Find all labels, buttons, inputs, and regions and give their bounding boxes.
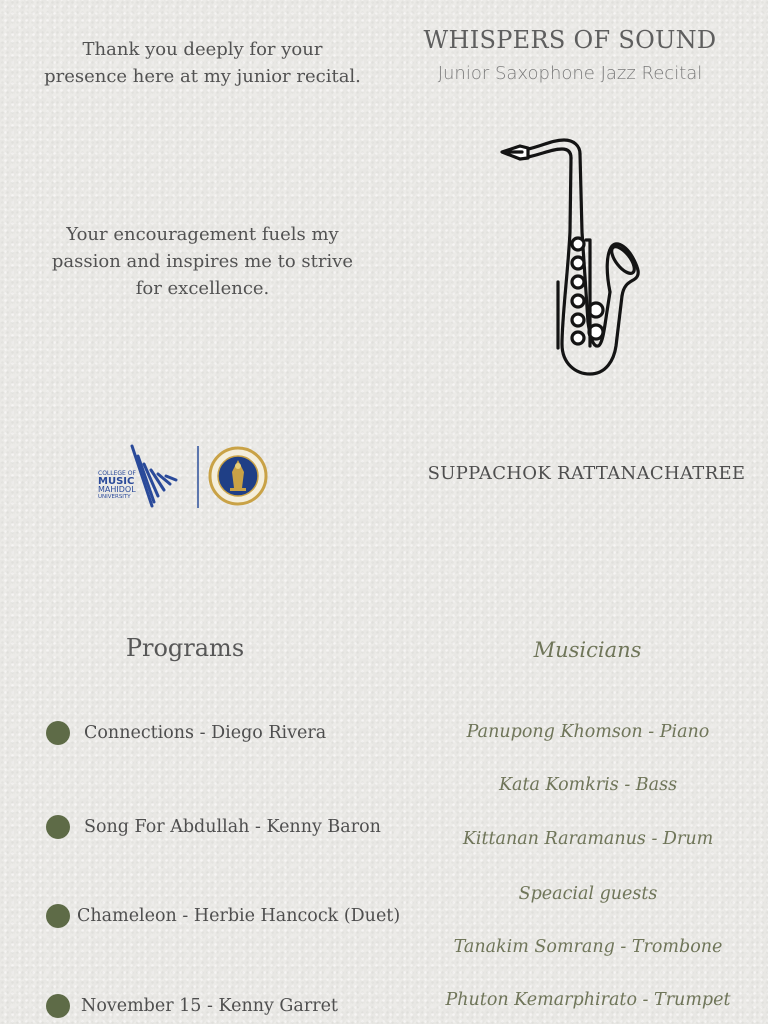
program-item (46, 904, 400, 928)
guest-entry: Phuton Kemarphirato - Trumpet (445, 990, 731, 1010)
musician-entry: Kata Komkris - Bass (498, 775, 678, 795)
music-wave-mark (132, 446, 176, 506)
recital-title: WHISPERS OF SOUND (423, 26, 717, 54)
logo-line-music: MUSIC (98, 476, 135, 487)
thank-you-message: Thank you deeply for your presence here at my junior recital. (44, 39, 361, 87)
program-title: November 15 - Kenny Garret (81, 996, 338, 1016)
musician-entry: Kittanan Raramanus - Drum (462, 829, 714, 849)
program-item (46, 721, 326, 745)
guest-entry: Tanakim Somrang - Trombone (453, 937, 723, 957)
special-guests-heading: Speacial guests (518, 884, 658, 904)
logo-line-college: COLLEGE OF (98, 470, 136, 477)
saxophone-icon (498, 132, 646, 382)
performer-name: SUPPACHOK RATTANACHATREE (427, 463, 746, 484)
encouragement-message: Your encouragement fuels my passion and inspires me to strive for excellence. (51, 224, 354, 299)
program-title: Chameleon - Herbie Hancock (Duet) (77, 906, 401, 926)
programs-heading: Programs (125, 634, 245, 662)
logo-line-university: UNIVERSITY (98, 494, 131, 500)
program-title: Connections - Diego Rivera (84, 723, 327, 743)
recital-subtitle: Junior Saxophone Jazz Recital (437, 63, 703, 84)
program-item (46, 994, 338, 1018)
logo-line-mahidol: MAHIDOL (98, 485, 136, 494)
bullet-dot-icon (46, 815, 70, 839)
musicians-heading: Musicians (533, 638, 642, 662)
program-item (46, 815, 381, 839)
college-of-music-logo (96, 444, 270, 510)
bullet-dot-icon (46, 994, 70, 1018)
bullet-dot-icon (46, 904, 70, 928)
mahidol-seal-icon (210, 448, 266, 504)
program-title: Song For Abdullah - Kenny Baron (84, 817, 381, 837)
musician-entry: Panupong Khomson - Piano (466, 722, 710, 742)
college-of-music-wordmark (98, 470, 136, 500)
bullet-dot-icon (46, 721, 70, 745)
